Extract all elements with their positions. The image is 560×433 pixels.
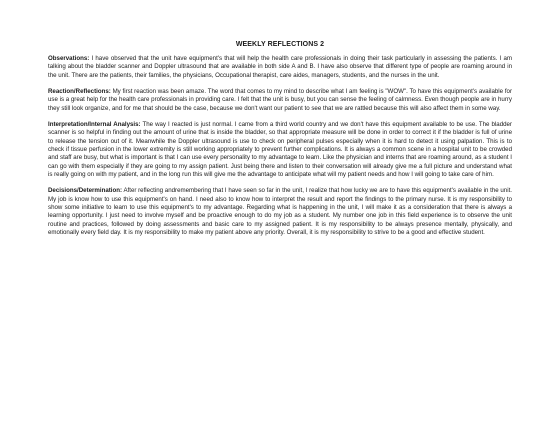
section-label: Decisions/Determination: bbox=[48, 187, 123, 195]
section-text: I have observed that the unit have equipment's that will help the health care professionals in doing their task particularly in assessing the patients. I am talking about the bladder scanner and Doppler ultrasound that are available in both side A and B. I have also observe that different type of people are roaming around in the unit. There are the patients, their families, the physicians, Occupational therapist, care aides, managers, students, and the nurses in the unit. bbox=[48, 55, 512, 79]
section-interpretation-analysis bbox=[48, 121, 512, 179]
section-decisions-determination bbox=[48, 187, 512, 237]
section-label: Reaction/Reflections: bbox=[48, 88, 111, 96]
document-page bbox=[48, 40, 512, 245]
section-observations bbox=[48, 55, 512, 80]
section-text: After reflecting andremembering that I have seen so far in the unit, I realize that how lucky we are to have this equipment's available in the unit. My job is know how to use this equipment's on hand. I need also to know how to interpret the result and report the findings to the primary nurse. It is my responsibility to show some initiative to learn to use this equipment's to my advantage. Regarding what is happening in the unit, I will make it as a consideration that there is always a learning opportunity. I just need to involve myself and be proactive enough to do my job as a student. My number one job in this field experience is to observe the unit routine and practices, followed by doing assessments and basic care to my assigned patient. It is my responsibility to be always presence mentally, physically, and emotionally every field day. It is my responsibility to make my patient above any priority. Overall, it is my responsibility to strive to be a good and effective student. bbox=[48, 187, 512, 236]
section-text: The way I reacted is just normal. I came from a third world country and we don't have this equipment available to be use. The bladder scanner is so helpful in finding out the amount of urine that is inside the bladder, so that appropriate measure will be done in order to correct it if the bladder is full of urine to release the tension out of it. Meanwhile the Doppler ultrasound is use to check on peripheral pulses especially when it is hard to detect it using palpation. This is to check if tissue perfusion in the lower extremity is still working appropriately to prevent further complications. It is always a common scene in a hospital unit to be crowded and staff are busy, but what is important is that I can use every personality to my advantage to learn. Like the physician and interns that are roaming around, as a student I can go with them especially if they are going to my assign patient. Just being there and listen to their conversation will already give me a full picture and understand what is really going on with my patient, and in the long run this will give me the advantage to anticipate what will my patient needs and how I will going to take care of him. bbox=[48, 121, 512, 178]
document-title: WEEKLY REFLECTIONS 2 bbox=[235, 41, 325, 48]
section-text: My first reaction was been amaze. The word that comes to my mind to describe what I am feeling is "WOW". To have this equipment's available for use is a great help for the health care professionals in providing care. I felt that the unit is busy, but you can sense the feeling of calmness. Even though people are in hurry they still look organize, and for me that should be the case, because we don't want our patient to see that we are rattled because this will also affect them in some way. bbox=[48, 88, 512, 112]
section-label: Observations: bbox=[48, 55, 90, 62]
section-label: Interpretation/Internal Analysis: bbox=[48, 121, 141, 129]
section-reaction-reflections bbox=[48, 88, 512, 113]
